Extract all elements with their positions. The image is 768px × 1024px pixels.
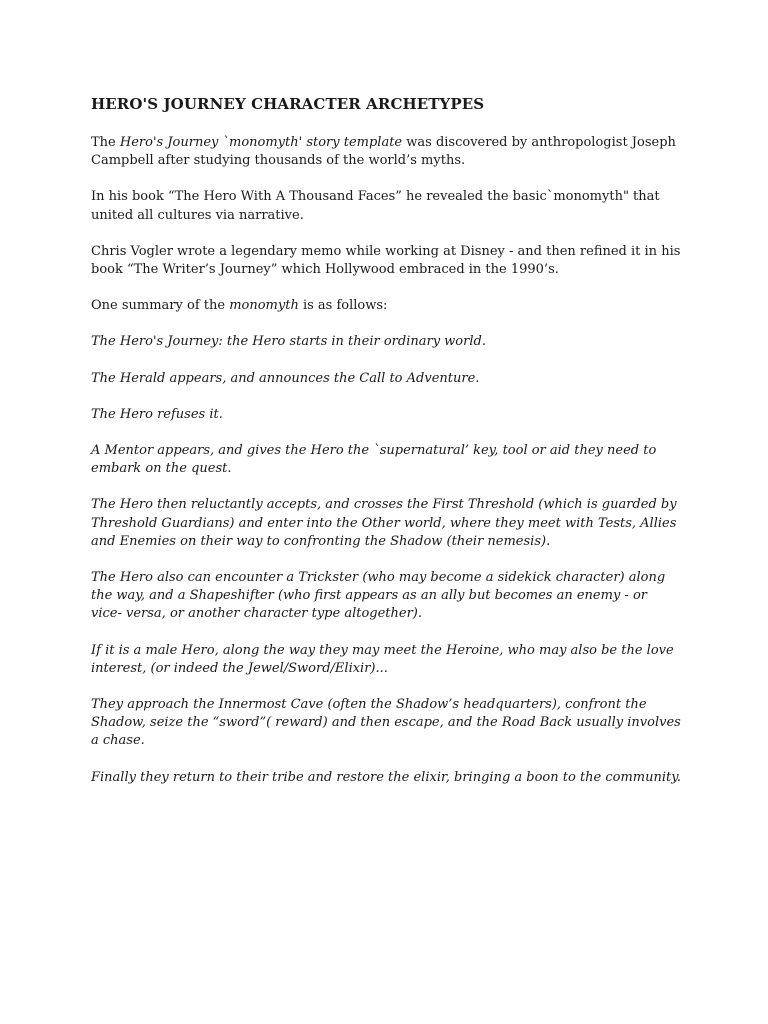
summary-italic-word: monomyth <box>229 298 299 314</box>
step-paragraph-7: If it is a male Hero, along the way they may meet the Heroine, who may also be the love interest, (or indeed the Jewel/Sword/Elixir)... <box>91 642 674 676</box>
summary-text-end: is as follows: <box>298 298 388 314</box>
step-paragraph-4: A Mentor appears, and gives the Hero the `supernatural’ key, tool or aid they need to embark on the quest. <box>91 443 657 477</box>
intro-italic-phrase: Hero's Journey `monomyth' story template <box>119 135 403 150</box>
step-paragraph-5: The Hero then reluctantly accepts, and crosses the First Threshold (which is guarded by Threshold Guardians) and enter into the Other world, where they meet with Tests, Allies and Enemies on their way to confronting the Shadow (their nemesis). <box>91 497 677 549</box>
step-paragraph-1: The Hero's Journey: the Hero starts in their ordinary world. <box>91 334 486 350</box>
step-paragraph-6: The Hero also can encounter a Trickster (who may become a sidekick character) along the way, and a Shapeshifter (who first appears as an ally but becomes an enemy - or vice- versa, or another character type altogether). <box>91 570 666 622</box>
document-title: HERO'S JOURNEY CHARACTER ARCHETYPES <box>91 95 485 113</box>
book-paragraph: In his book “The Hero With A Thousand Faces” he revealed the basic`monomyth" that united all cultures via narrative. <box>91 189 660 223</box>
vogler-paragraph: Chris Vogler wrote a legendary memo while working at Disney - and then refined it in his book “The Writer’s Journey” which Hollywood embraced in the 1990’s. <box>91 243 681 278</box>
intro-text-end: was discovered by anthropologist Joseph Campbell after studying thousands of the world’s myths. <box>91 135 676 169</box>
summary-intro-paragraph <box>91 297 681 315</box>
step-paragraph-9: Finally they return to their tribe and restore the elixir, bringing a boon to the community. <box>91 769 682 785</box>
intro-text-start: The <box>91 135 120 150</box>
step-paragraph-8: They approach the Innermost Cave (often the Shadow’s headquarters), confront the Shadow, seize the “sword”( reward) and then escape, and the Road Back usually involves a chase. <box>91 697 681 749</box>
step-paragraph-3: The Hero refuses it. <box>91 406 223 422</box>
document-page <box>91 94 681 805</box>
step-paragraph-2: The Herald appears, and announces the Call to Adventure. <box>91 370 480 386</box>
intro-paragraph <box>91 134 681 170</box>
summary-text-start: One summary of the <box>91 298 230 314</box>
